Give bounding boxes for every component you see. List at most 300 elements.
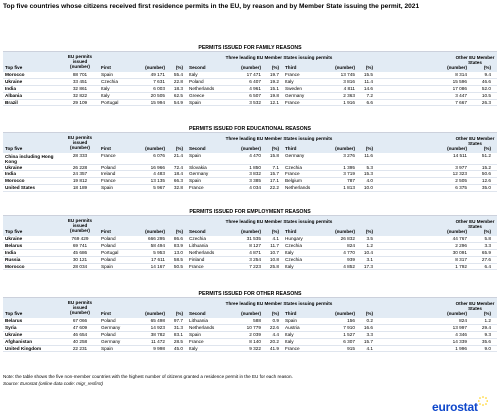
table-cell: 55.4 (173, 72, 183, 77)
panel-title: PERMITS ISSUED FOR FAMILY REASONS (3, 44, 497, 52)
table-cell: 32.8 (173, 185, 183, 191)
header-three-leading: Three leading EU Member States issuing permits (225, 219, 333, 224)
table-row (3, 236, 497, 243)
table-cell: Poland (101, 331, 116, 337)
header-number: (number) (447, 65, 467, 70)
header-pct: (%) (365, 229, 373, 234)
table-cell: 14 923 (150, 324, 165, 330)
row-country: Afghanistan (5, 338, 33, 344)
header-pct: (%) (365, 65, 373, 70)
header-number: (number) (335, 146, 355, 151)
table-cell: 51.2 (481, 153, 491, 158)
header-first: First (101, 65, 111, 70)
table-cell: France (189, 263, 204, 269)
table-cell: 6 307 (343, 338, 355, 344)
table-cell: 15.8 (269, 153, 279, 158)
table-cell: Lithuania (189, 318, 209, 323)
table-panel (3, 125, 497, 192)
table-cell: 15.7 (363, 338, 373, 344)
table-cell: Slovakia (189, 164, 207, 170)
table-cell: 8 127 (249, 242, 261, 248)
table-cell: 21.4 (173, 153, 183, 158)
table-cell: Italy (189, 72, 198, 77)
table-cell: 0.9 (272, 318, 279, 323)
header-eu-permits: EU permits issued (number) (67, 218, 93, 234)
table-cell: 25.8 (269, 263, 279, 269)
table-cell: Spain (189, 153, 201, 158)
table-cell: 44 767 (452, 236, 467, 241)
table-cell: France (285, 345, 300, 351)
table-cell: 3.3 (484, 242, 491, 248)
table-cell: 3 977 (455, 164, 467, 170)
table-row (3, 264, 497, 271)
header-pct: (%) (175, 311, 183, 316)
table-row (3, 346, 497, 353)
header-pct: (%) (483, 65, 491, 70)
table-cell: Greece (189, 92, 205, 98)
table-cell: 32 861 (72, 85, 88, 91)
row-country: India (5, 85, 16, 91)
table-cell: 3 447 (455, 92, 467, 98)
table-cell: Spain (189, 331, 201, 337)
table-cell: 8 140 (249, 338, 261, 344)
table-cell: 2 505 (455, 178, 467, 184)
table-cell: 26 832 (340, 236, 355, 241)
table-cell: 9.4 (484, 72, 491, 77)
table-panel (3, 44, 497, 106)
table-row (3, 318, 497, 325)
table-cell: 18.4 (173, 171, 183, 177)
header-pct: (%) (271, 229, 279, 234)
table-cell: 12.1 (269, 99, 279, 105)
table-cell: 6 375 (455, 185, 467, 191)
table-cell: France (101, 178, 116, 184)
table-cell: 10.7 (269, 249, 279, 255)
header-pct: (%) (175, 229, 183, 234)
table-cell: 4 470 (249, 153, 261, 158)
table-cell: Netherlands (285, 185, 311, 191)
table-cell: 19.2 (269, 78, 279, 84)
table-cell: Portugal (101, 99, 119, 105)
header-pct: (%) (271, 146, 279, 151)
table-row (3, 332, 497, 339)
header-first: First (101, 229, 111, 234)
table-cell: 66.3 (173, 178, 183, 184)
footnote: Note: the table shows the five non-member countries with the highest number of citizens granted a residence permit in the EU for each reason. (3, 374, 293, 379)
table-cell: 1 850 (249, 164, 261, 170)
header-pct: (%) (365, 311, 373, 316)
table-cell: France (189, 185, 204, 191)
table-cell: 6 507 (249, 92, 261, 98)
logo-text: eurostat (432, 400, 478, 414)
header-number: (number) (241, 229, 261, 234)
table-cell: 27.6 (481, 256, 491, 262)
table-cell: Italy (285, 249, 294, 255)
table-cell: 11.7 (270, 242, 279, 248)
table-cell: 10.4 (363, 249, 373, 255)
row-country: United Kingdom (5, 345, 42, 351)
table-cell: 58.5 (173, 256, 183, 262)
table-row (3, 325, 497, 332)
table-cell: 3 532 (249, 99, 261, 105)
table-cell: Czechia (285, 242, 302, 248)
table-cell: 16.6 (363, 324, 373, 330)
table-cell: 5.8 (484, 236, 491, 241)
table-cell: 88 701 (72, 72, 88, 77)
panel-title: PERMITS ISSUED FOR OTHER REASONS (3, 290, 497, 298)
table-body (3, 318, 497, 352)
table-cell: Hungary (285, 236, 303, 241)
table-cell: France (101, 153, 116, 158)
table-cell: 28 034 (72, 263, 88, 269)
table-cell: 86.6 (173, 236, 183, 241)
table-cell: 13 745 (340, 72, 355, 77)
table-cell: 83.1 (173, 331, 183, 337)
table-cell: 8 317 (455, 256, 467, 262)
table-cell: Netherlands (189, 324, 215, 330)
table-cell: Germany (101, 324, 121, 330)
header-number: (number) (145, 146, 165, 151)
header-pct: (%) (271, 311, 279, 316)
table-cell: 9.3 (484, 331, 491, 337)
header-pct: (%) (483, 229, 491, 234)
row-country: China including Hong Kong (5, 153, 54, 164)
table-cell: 1 813 (343, 185, 355, 191)
header-third: Third (285, 146, 297, 151)
table-cell: 22.6 (269, 324, 279, 330)
header-other: Other EU Member States (455, 301, 495, 312)
table-cell: 4 871 (249, 249, 261, 255)
table-cell: Spain (101, 263, 113, 269)
table-cell: Sweden (285, 85, 302, 91)
header-number: (number) (241, 311, 261, 316)
table-cell: 7.1 (272, 164, 279, 170)
header-top-five: Top five (5, 229, 23, 234)
table-cell: 22.2 (269, 185, 279, 191)
header-pct: (%) (483, 146, 491, 151)
row-country: Brazil (5, 99, 18, 105)
table-cell: Netherlands (189, 85, 215, 91)
table-cell: 11 472 (151, 338, 165, 344)
header-number: (number) (145, 229, 165, 234)
table-row (3, 243, 497, 250)
header-pct: (%) (175, 65, 183, 70)
row-country: India (5, 171, 16, 177)
table-cell: Lithuania (189, 242, 209, 248)
header-number: (number) (335, 311, 355, 316)
table-cell: 15.5 (363, 72, 373, 77)
table-panel (3, 208, 497, 270)
header-third: Third (285, 65, 297, 70)
table-cell: 14.6 (363, 85, 373, 91)
table-cell: Netherlands (189, 249, 215, 255)
table-cell: Spain (189, 178, 201, 184)
table-cell: 6 407 (249, 78, 261, 84)
table-cell: 45.0 (173, 345, 183, 351)
table-cell: 19 812 (72, 178, 88, 184)
table-cell: 3.1 (366, 256, 373, 262)
table-cell: 35.0 (481, 185, 491, 191)
table-cell: 824 (459, 318, 467, 323)
row-country: Belarus (5, 242, 23, 248)
table-row (3, 185, 497, 192)
table-cell: 30 121 (72, 256, 88, 262)
table-cell: 14 339 (452, 338, 467, 344)
table-header (3, 298, 497, 318)
table-cell: 35.6 (481, 338, 491, 344)
header-first: First (101, 146, 111, 151)
table-cell: 13.0 (173, 249, 183, 255)
table-cell: Poland (101, 256, 116, 262)
table-cell: 16 966 (150, 164, 165, 170)
table-cell: 9 322 (249, 345, 261, 351)
table-cell: 5.3 (366, 164, 373, 170)
table-cell: 10.0 (363, 185, 373, 191)
row-country: Albania (5, 92, 22, 98)
table-cell: 5 953 (153, 249, 165, 255)
header-pct: (%) (365, 146, 373, 151)
table-cell: 50.6 (481, 171, 491, 177)
table-body (3, 153, 497, 192)
table-cell: 67 066 (72, 318, 88, 323)
table-cell: 31 535 (246, 236, 261, 241)
table-cell: 10 779 (246, 324, 261, 330)
table-cell: Italy (285, 263, 294, 269)
panel-title: PERMITS ISSUED FOR EMPLOYMENT REASONS (3, 208, 497, 216)
table-cell: Poland (101, 242, 116, 248)
table-cell: 4.1 (366, 345, 373, 351)
table-cell: 50.5 (173, 263, 183, 269)
table-cell: 5 967 (153, 185, 165, 191)
table-header (3, 216, 497, 236)
table-cell: 49 171 (150, 72, 165, 77)
table-cell: 1 916 (343, 99, 355, 105)
table-cell: 1 792 (455, 263, 467, 269)
table-cell: 3 385 (249, 178, 261, 184)
header-top-five: Top five (5, 146, 23, 151)
table-cell: 1.2 (484, 318, 491, 323)
table-cell: Spain (101, 345, 113, 351)
table-cell: France (285, 171, 300, 177)
table-cell: 7 223 (249, 263, 261, 269)
header-number: (number) (335, 229, 355, 234)
header-number: (number) (335, 65, 355, 70)
row-country: Ukraine (5, 78, 23, 84)
table-cell: 29.4 (481, 324, 491, 330)
header-eu-permits: EU permits issued (number) (67, 54, 93, 70)
header-number: (number) (145, 65, 165, 70)
table-cell: 4 811 (343, 85, 355, 91)
table-cell: 4 852 (343, 263, 355, 269)
table-cell: 3 832 (249, 171, 261, 177)
table-cell: 28.5 (173, 338, 183, 344)
table-cell: Italy (285, 338, 294, 344)
table-cell: 1.2 (366, 242, 373, 248)
header-second: Second (189, 65, 206, 70)
table-cell: Poland (189, 78, 204, 84)
table-cell: 4.4 (272, 331, 279, 337)
table-cell: 156 (347, 318, 355, 323)
table-cell: 4.1 (272, 236, 279, 241)
table-cell: 8 314 (455, 72, 467, 77)
table-cell: 4 034 (249, 185, 261, 191)
header-eu-permits: EU permits issued (number) (67, 135, 93, 151)
row-country: India (5, 249, 16, 255)
table-cell: 11.4 (364, 78, 373, 84)
table-cell: France (285, 99, 300, 105)
table-cell: 20.2 (269, 338, 279, 344)
table-panel (3, 290, 497, 352)
table-row (3, 171, 497, 178)
header-pct: (%) (175, 146, 183, 151)
header-eu-permits: EU permits issued (number) (67, 300, 93, 316)
table-cell: Germany (285, 153, 305, 158)
header-three-leading: Three leading EU Member States issuing permits (225, 301, 333, 306)
table-cell: 19.8 (269, 92, 279, 98)
table-cell: France (285, 72, 300, 77)
table-cell: Germany (101, 338, 121, 344)
table-cell: 769 429 (71, 236, 89, 241)
header-first: First (101, 311, 111, 316)
header-top-five: Top five (5, 311, 23, 316)
table-cell: Portugal (101, 249, 119, 255)
row-country: Russia (5, 256, 21, 262)
table-cell: 2 296 (455, 242, 467, 248)
table-cell: 22 231 (72, 345, 88, 351)
table-cell: 40 258 (72, 338, 88, 344)
row-country: Morocco (5, 263, 25, 269)
table-cell: Italy (101, 92, 110, 98)
table-cell: Spain (189, 99, 201, 105)
table-row (3, 250, 497, 257)
table-cell: 11.6 (364, 153, 373, 158)
header-three-leading: Three leading EU Member States issuing permits (225, 55, 333, 60)
table-cell: 83.9 (173, 242, 183, 248)
table-cell: 2 363 (343, 92, 355, 98)
table-cell: Czechia (285, 256, 302, 262)
row-country: United States (5, 185, 35, 191)
table-cell: 14 511 (453, 153, 467, 158)
table-cell: Italy (285, 331, 294, 337)
table-cell: 3 254 (249, 256, 261, 262)
table-cell: 46 654 (72, 331, 88, 337)
table-cell: 787 (347, 178, 355, 184)
table-cell: 58 494 (150, 242, 165, 248)
eu-stars-icon (476, 396, 490, 406)
header-pct: (%) (483, 311, 491, 316)
table-cell: Czechia (285, 164, 302, 170)
table-cell: 47 609 (72, 324, 88, 330)
table-cell: 4 961 (249, 85, 261, 91)
table-cell: 7 631 (153, 78, 165, 84)
header-third: Third (285, 229, 297, 234)
table-cell: 12.6 (481, 178, 491, 184)
table-cell: Spain (101, 72, 113, 77)
table-cell: 29 109 (72, 99, 88, 105)
table-cell: 1 527 (343, 331, 355, 337)
table-cell: 17.3 (363, 263, 373, 269)
row-country: Morocco (5, 178, 25, 184)
table-cell: France (189, 338, 204, 344)
table-cell: 3 276 (343, 153, 355, 158)
table-cell: Italy (101, 85, 110, 91)
header-third: Third (285, 311, 297, 316)
table-cell: 26.3 (481, 99, 491, 105)
table-row (3, 165, 497, 172)
table-cell: Spain (101, 185, 113, 191)
header-number: (number) (447, 311, 467, 316)
table-row (3, 100, 497, 107)
table-cell: 13 997 (452, 324, 467, 330)
table-body (3, 236, 497, 270)
table-cell: 1 395 (343, 164, 355, 170)
table-cell: 54.9 (173, 99, 183, 105)
header-second: Second (189, 311, 206, 316)
table-cell: 3 719 (343, 171, 355, 177)
table-cell: 824 (347, 242, 355, 248)
table-header (3, 52, 497, 72)
table-row (3, 86, 497, 93)
table-cell: 15 994 (150, 99, 165, 105)
source-note: Source: Eurostat (online data code: migr_resfirst) (3, 381, 104, 386)
table-header (3, 133, 497, 153)
table-row (3, 178, 497, 185)
table-cell: 6 076 (153, 153, 165, 158)
table-cell: 17 471 (246, 72, 261, 77)
row-country: Belarus (5, 318, 23, 323)
header-second: Second (189, 229, 206, 234)
table-cell: 7 910 (343, 324, 355, 330)
table-cell: 72.4 (173, 164, 183, 170)
table-cell: 9 998 (153, 345, 165, 351)
row-country: Syria (5, 324, 17, 330)
table-row (3, 72, 497, 79)
table-cell: 9.0 (484, 345, 491, 351)
table-cell: 6 003 (153, 85, 165, 91)
table-cell: 28 333 (72, 153, 88, 158)
table-body (3, 72, 497, 106)
table-cell: Germany (189, 171, 209, 177)
table-cell: Germany (285, 92, 305, 98)
table-cell: 15.3 (363, 171, 373, 177)
table-cell: 588 (253, 318, 261, 323)
table-cell: 33 451 (72, 78, 88, 84)
table-row (3, 339, 497, 346)
table-cell: 62.5 (173, 92, 183, 98)
table-cell: 12 323 (452, 171, 467, 177)
table-cell: 7 667 (455, 99, 467, 105)
table-cell: 41.9 (269, 345, 279, 351)
table-cell: 4 346 (455, 331, 467, 337)
table-cell: 45 686 (72, 249, 88, 255)
table-cell: 4 770 (343, 249, 355, 255)
table-cell: 97.7 (173, 318, 183, 323)
header-pct: (%) (271, 65, 279, 70)
row-country: Ukraine (5, 164, 23, 170)
table-row (3, 153, 497, 165)
header-number: (number) (447, 146, 467, 151)
header-other: Other EU Member States (455, 219, 495, 230)
table-cell: 3 816 (343, 78, 355, 84)
row-country: Morocco (5, 72, 25, 77)
table-cell: 4.0 (366, 178, 373, 184)
table-cell: 3.5 (366, 236, 373, 241)
table-cell: 1 996 (455, 345, 467, 351)
table-cell: 15.7 (269, 171, 279, 177)
header-number: (number) (241, 65, 261, 70)
table-cell: Ireland (101, 171, 116, 177)
table-row (3, 257, 497, 264)
